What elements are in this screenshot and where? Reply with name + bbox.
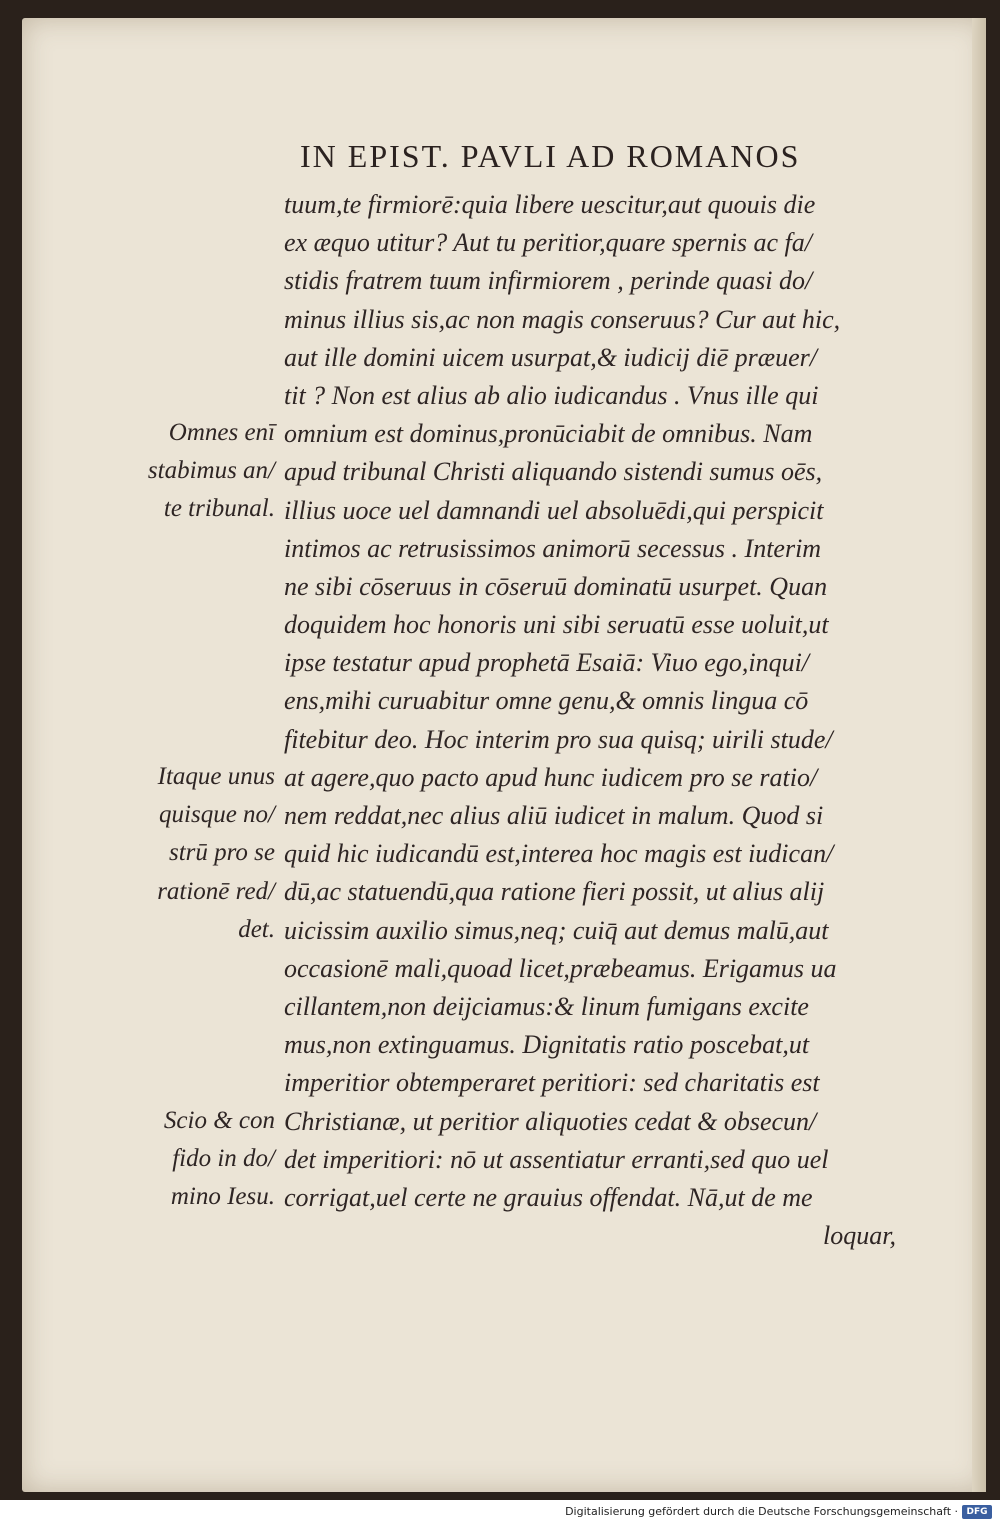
- text-line: nem reddat,nec alius aliū iudicet in malum. Quod si: [284, 801, 824, 830]
- marginal-note-line: Itaque unus: [157, 763, 275, 790]
- text-line: ens,mihi curuabitur omne genu,& omnis lingua cō: [284, 686, 809, 716]
- text-line: intimos ac retrusissimos animorū secessus . Interim: [284, 533, 822, 563]
- text-line: illius uoce uel damnandi uel absoluēdi,qui perspicit: [284, 495, 824, 525]
- marginal-note-line: Omnes enī: [168, 419, 275, 446]
- text-line: mus,non extinguamus. Dignitatis ratio poscebat,ut: [284, 1030, 810, 1060]
- text-line: occasionē mali,quoad licet,præbeamus. Erigamus ua: [284, 953, 837, 983]
- text-line: imperitior obtemperaret peritiori: sed charitatis est: [284, 1068, 820, 1098]
- text-line: tuum,te firmiorē:quia libere uescitur,aut quouis die: [284, 190, 816, 219]
- body-text: [284, 186, 914, 1255]
- marginal-note: [110, 1102, 275, 1217]
- text-line: ne sibi cōseruus in cōseruū dominatū usurpet. Quan: [284, 571, 828, 601]
- marginal-note-line: fido in do/: [172, 1145, 275, 1173]
- marginal-note-line: Scio & con: [163, 1107, 275, 1134]
- funding-notice: Digitalisierung gefördert durch die Deutsche Forschungsgemeinschaft ·: [565, 1505, 958, 1518]
- marginal-note-line: stabimus an/: [147, 457, 275, 485]
- text-line: ipse testatur apud prophetā Esaiā: Viuo ego,inqui/: [284, 648, 810, 678]
- marginal-note-line: mino Iesu.: [170, 1183, 275, 1211]
- text-line: det imperitiori: nō ut assentiatur erranti,sed quo uel: [284, 1144, 829, 1174]
- marginal-note-line: te tribunal.: [163, 495, 275, 523]
- marginal-note: [110, 758, 275, 949]
- footer-bar: [0, 1500, 1000, 1524]
- text-line: dū,ac statuendū,qua ratione fieri possit, ut alius alij: [284, 877, 825, 907]
- text-line: uicissim auxilio simus,neq; cuiq̄ aut demus malū,aut: [284, 915, 829, 945]
- marginal-note-line: det.: [238, 915, 275, 943]
- text-line: Christianæ, ut peritior aliquoties cedat & obsecun/: [284, 1106, 817, 1136]
- marginal-note-line: quisque no/: [159, 801, 275, 829]
- marginal-note: [110, 414, 275, 529]
- text-line: quid hic iudicandū est,interea hoc magis est iudican/: [284, 839, 834, 869]
- text-line: doquidem hoc honoris uni sibi seruatū esse uoluit,ut: [284, 610, 829, 640]
- running-head: IN EPIST. PAVLI AD ROMANOS: [300, 138, 801, 174]
- text-line: ex æquo utitur? Aut tu peritior,quare spernis ac fa/: [284, 228, 812, 258]
- text-line: stidis fratrem tuum infirmiorem , perinde quasi do/: [284, 266, 813, 296]
- text-line: aut ille domini uicem usurpat,& iudicij diē præuer/: [284, 342, 817, 372]
- text-line: omnium est dominus,pronūciabit de omnibus. Nam: [284, 419, 813, 449]
- text-line: corrigat,uel certe ne grauius offendat. Nā,ut de me: [284, 1182, 813, 1212]
- dfg-logo-icon: DFG: [962, 1505, 992, 1519]
- text-line: at agere,quo pacto apud hunc iudicem pro se ratio/: [284, 762, 818, 792]
- page-edge: [972, 18, 986, 1492]
- catchword: loquar,: [823, 1221, 896, 1251]
- marginal-note-line: rationē red/: [157, 877, 275, 905]
- text-line: apud tribunal Christi aliquando sistendi sumus oēs,: [284, 457, 823, 487]
- text-line: tit ? Non est alius ab alio iudicandus . Vnus ille qui: [284, 380, 819, 410]
- text-line: fitebitur deo. Hoc interim pro sua quisq; uirili stude/: [284, 724, 833, 754]
- marginal-note-line: strū pro se: [168, 839, 275, 867]
- text-line: minus illius sis,ac non magis conseruus? Cur aut hic,: [284, 304, 841, 334]
- text-line: cillantem,non deijciamus:& linum fumigans excite: [284, 991, 809, 1021]
